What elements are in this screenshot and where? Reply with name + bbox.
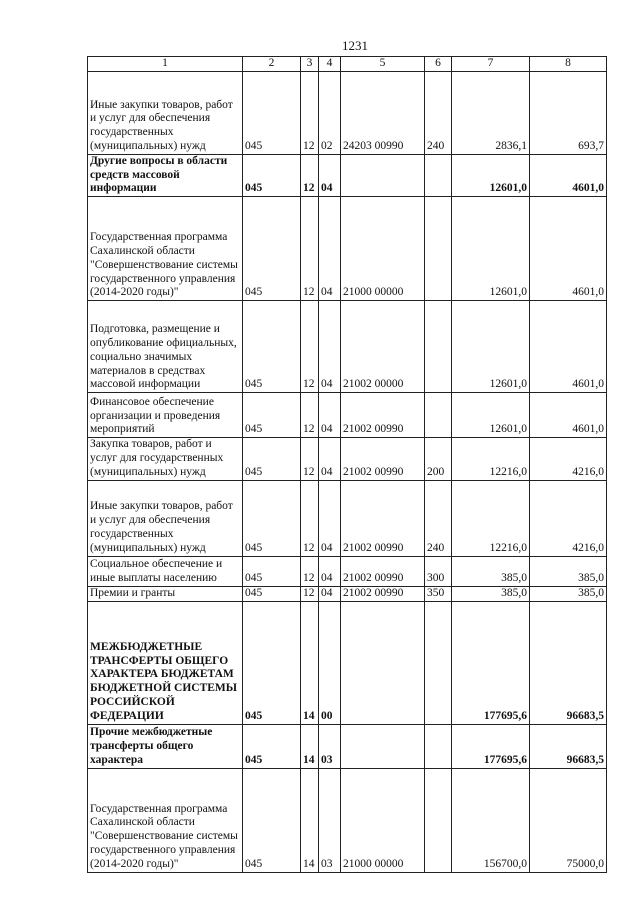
code-cell: 045 — [243, 601, 301, 724]
amount-col7-cell: 177695,6 — [452, 724, 530, 768]
code-cell: 045 — [243, 724, 301, 768]
target-article-cell — [341, 154, 425, 196]
column-header: 2 — [243, 57, 301, 72]
section-cell: 12 — [301, 301, 319, 393]
amount-col8-cell: 4216,0 — [530, 438, 607, 480]
section-cell: 12 — [301, 197, 319, 301]
subsection-cell: 04 — [319, 301, 341, 393]
section-cell: 12 — [301, 71, 319, 154]
amount-col8-cell: 96683,5 — [530, 724, 607, 768]
row-name-cell: Иные закупки товаров, работ и услуг для обеспечения государственных (муниципальных) нужд — [88, 480, 243, 556]
code-cell: 045 — [243, 480, 301, 556]
subsection-cell: 04 — [319, 197, 341, 301]
section-cell: 14 — [301, 601, 319, 724]
target-article-cell: 21002 00990 — [341, 556, 425, 586]
column-header: 1 — [88, 57, 243, 72]
expense-type-cell: 240 — [425, 71, 452, 154]
expense-type-cell — [425, 197, 452, 301]
page-number: 1231 — [342, 38, 368, 53]
row-name-cell: Социальное обеспечение и иные выплаты населению — [88, 556, 243, 586]
code-cell: 045 — [243, 197, 301, 301]
expense-type-cell — [425, 724, 452, 768]
section-cell: 12 — [301, 480, 319, 556]
section-cell: 14 — [301, 724, 319, 768]
column-header: 6 — [425, 57, 452, 72]
table-row — [88, 154, 607, 196]
subsection-cell: 03 — [319, 768, 341, 872]
column-header: 3 — [301, 57, 319, 72]
subsection-cell: 04 — [319, 480, 341, 556]
table-row — [88, 393, 607, 438]
target-article-cell: 21000 00000 — [341, 768, 425, 872]
target-article-cell: 21002 00990 — [341, 393, 425, 438]
amount-col7-cell: 156700,0 — [452, 768, 530, 872]
subsection-cell: 04 — [319, 438, 341, 480]
row-name-cell: Закупка товаров, работ и услуг для государственных (муниципальных) нужд — [88, 438, 243, 480]
target-article-cell: 21002 00990 — [341, 438, 425, 480]
subsection-cell: 03 — [319, 724, 341, 768]
table-row — [88, 586, 607, 601]
row-name-cell: Государственная программа Сахалинской области "Совершенствование системы государственного управления (2014-2020 годы)" — [88, 197, 243, 301]
table-row — [88, 601, 607, 724]
target-article-cell — [341, 724, 425, 768]
table-row — [88, 197, 607, 301]
amount-col7-cell: 177695,6 — [452, 601, 530, 724]
target-article-cell — [341, 601, 425, 724]
amount-col7-cell: 12216,0 — [452, 438, 530, 480]
section-cell: 14 — [301, 768, 319, 872]
row-name-cell: Премии и гранты — [88, 586, 243, 601]
expense-type-cell — [425, 393, 452, 438]
amount-col8-cell: 4216,0 — [530, 480, 607, 556]
expense-type-cell: 200 — [425, 438, 452, 480]
subsection-cell: 02 — [319, 71, 341, 154]
row-name-cell: Прочие межбюджетные трансферты общего характера — [88, 724, 243, 768]
column-header: 4 — [319, 57, 341, 72]
row-name-cell: МЕЖБЮДЖЕТНЫЕ ТРАНСФЕРТЫ ОБЩЕГО ХАРАКТЕРА БЮДЖЕТАМ БЮДЖЕТНОЙ СИСТЕМЫ РОССИЙСКОЙ ФЕДЕРАЦИИ — [88, 601, 243, 724]
budget-table — [87, 56, 607, 873]
amount-col8-cell: 96683,5 — [530, 601, 607, 724]
section-cell: 12 — [301, 586, 319, 601]
code-cell: 045 — [243, 301, 301, 393]
section-cell: 12 — [301, 438, 319, 480]
amount-col8-cell: 385,0 — [530, 556, 607, 586]
code-cell: 045 — [243, 438, 301, 480]
column-header-row — [88, 57, 607, 72]
target-article-cell: 21002 00990 — [341, 586, 425, 601]
table-row — [88, 301, 607, 393]
code-cell: 045 — [243, 393, 301, 438]
expense-type-cell — [425, 154, 452, 196]
code-cell: 045 — [243, 586, 301, 601]
amount-col7-cell: 12601,0 — [452, 393, 530, 438]
column-header: 5 — [341, 57, 425, 72]
amount-col7-cell: 385,0 — [452, 586, 530, 601]
code-cell: 045 — [243, 556, 301, 586]
expense-type-cell — [425, 768, 452, 872]
code-cell: 045 — [243, 154, 301, 196]
target-article-cell: 21002 00990 — [341, 480, 425, 556]
subsection-cell: 04 — [319, 393, 341, 438]
amount-col8-cell: 4601,0 — [530, 197, 607, 301]
row-name-cell: Иные закупки товаров, работ и услуг для обеспечения государственных (муниципальных) нужд — [88, 71, 243, 154]
expense-type-cell: 300 — [425, 556, 452, 586]
amount-col7-cell: 385,0 — [452, 556, 530, 586]
amount-col7-cell: 12216,0 — [452, 480, 530, 556]
table-row — [88, 724, 607, 768]
amount-col7-cell: 12601,0 — [452, 301, 530, 393]
row-name-cell: Финансовое обеспечение организации и проведения мероприятий — [88, 393, 243, 438]
table-row — [88, 556, 607, 586]
amount-col8-cell: 4601,0 — [530, 301, 607, 393]
expense-type-cell — [425, 601, 452, 724]
amount-col7-cell: 2836,1 — [452, 71, 530, 154]
amount-col8-cell: 4601,0 — [530, 154, 607, 196]
expense-type-cell — [425, 301, 452, 393]
amount-col8-cell: 385,0 — [530, 586, 607, 601]
subsection-cell: 00 — [319, 601, 341, 724]
section-cell: 12 — [301, 154, 319, 196]
amount-col8-cell: 75000,0 — [530, 768, 607, 872]
subsection-cell: 04 — [319, 586, 341, 601]
target-article-cell: 24203 00990 — [341, 71, 425, 154]
row-name-cell: Государственная программа Сахалинской области "Совершенствование системы государственного управления (2014-2020 годы)" — [88, 768, 243, 872]
expense-type-cell: 350 — [425, 586, 452, 601]
expense-type-cell: 240 — [425, 480, 452, 556]
amount-col8-cell: 693,7 — [530, 71, 607, 154]
code-cell: 045 — [243, 768, 301, 872]
code-cell: 045 — [243, 71, 301, 154]
target-article-cell: 21000 00000 — [341, 197, 425, 301]
table-row — [88, 71, 607, 154]
column-header: 8 — [530, 57, 607, 72]
amount-col8-cell: 4601,0 — [530, 393, 607, 438]
section-cell: 12 — [301, 393, 319, 438]
section-cell: 12 — [301, 556, 319, 586]
table-row — [88, 438, 607, 480]
amount-col7-cell: 12601,0 — [452, 197, 530, 301]
column-header: 7 — [452, 57, 530, 72]
subsection-cell: 04 — [319, 154, 341, 196]
row-name-cell: Другие вопросы в области средств массовой информации — [88, 154, 243, 196]
row-name-cell: Подготовка, размещение и опубликование официальных, социально значимых материалов в средствах массовой информации — [88, 301, 243, 393]
target-article-cell: 21002 00000 — [341, 301, 425, 393]
table-row — [88, 768, 607, 872]
amount-col7-cell: 12601,0 — [452, 154, 530, 196]
table-row — [88, 480, 607, 556]
subsection-cell: 04 — [319, 556, 341, 586]
